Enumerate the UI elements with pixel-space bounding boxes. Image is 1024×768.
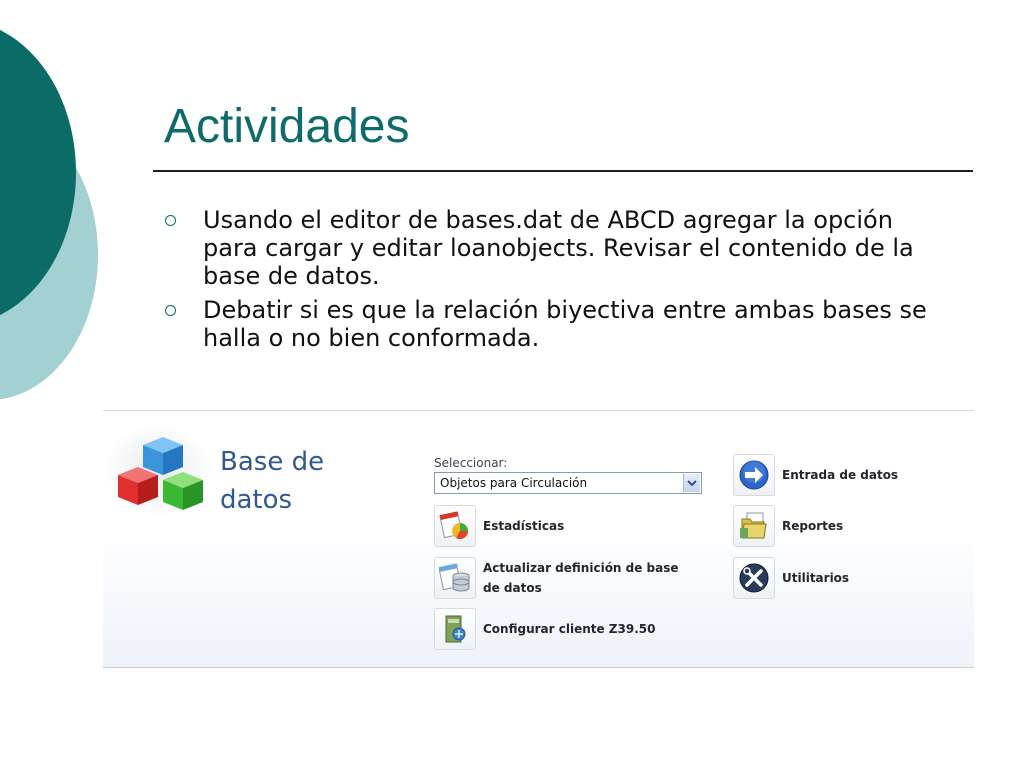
arrow-right-icon — [733, 454, 775, 496]
configurar-label: Configurar cliente Z39.50 — [483, 622, 656, 636]
menu-item-utilitarios[interactable] — [733, 557, 849, 599]
database-cubes-icon — [113, 425, 213, 515]
bullet-item — [163, 206, 953, 290]
actualizar-label-line2: de datos — [483, 581, 542, 595]
select-value: Objetos para Circulación — [440, 476, 588, 490]
utilitarios-label: Utilitarios — [782, 571, 850, 585]
database-panel-screenshot — [103, 410, 974, 668]
slide-title: Actividades — [164, 100, 410, 153]
select-label: Seleccionar: — [434, 456, 508, 470]
dropdown-button[interactable] — [683, 474, 700, 492]
z3950-client-icon — [434, 608, 476, 650]
entrada-label: Entrada de datos — [782, 468, 899, 482]
panel-title — [220, 443, 324, 519]
folder-report-icon — [733, 505, 775, 547]
bullet-circle-icon — [165, 305, 176, 316]
bullet-item — [163, 296, 953, 352]
pie-chart-icon — [434, 505, 476, 547]
menu-item-configurar-z3950[interactable] — [434, 608, 655, 650]
actualizar-label-line1: Actualizar definición de base — [483, 561, 679, 575]
database-update-icon — [434, 557, 476, 599]
menu-item-actualizar[interactable] — [434, 557, 679, 599]
menu-item-reportes[interactable] — [733, 505, 843, 547]
bullet-circle-icon — [165, 215, 176, 226]
bullet-list — [163, 206, 953, 358]
menu-item-entrada-datos[interactable] — [733, 454, 898, 496]
title-divider — [153, 170, 973, 172]
reportes-label: Reportes — [782, 519, 844, 533]
estadisticas-label: Estadísticas — [483, 519, 565, 533]
actualizar-label — [483, 558, 679, 598]
panel-title-line2: datos — [220, 485, 293, 515]
menu-item-estadisticas[interactable] — [434, 505, 564, 547]
tools-icon — [733, 557, 775, 599]
bullet-text: Usando el editor de bases.dat de ABCD agregar la opción para cargar y editar loanobjects. Revisar el contenido de la base de datos. — [203, 206, 914, 290]
chevron-down-icon — [684, 474, 700, 492]
panel-title-line1: Base de — [220, 447, 325, 477]
database-select[interactable] — [434, 472, 702, 494]
bullet-text: Debatir si es que la relación biyectiva entre ambas bases se halla o no bien conformada. — [203, 296, 927, 352]
